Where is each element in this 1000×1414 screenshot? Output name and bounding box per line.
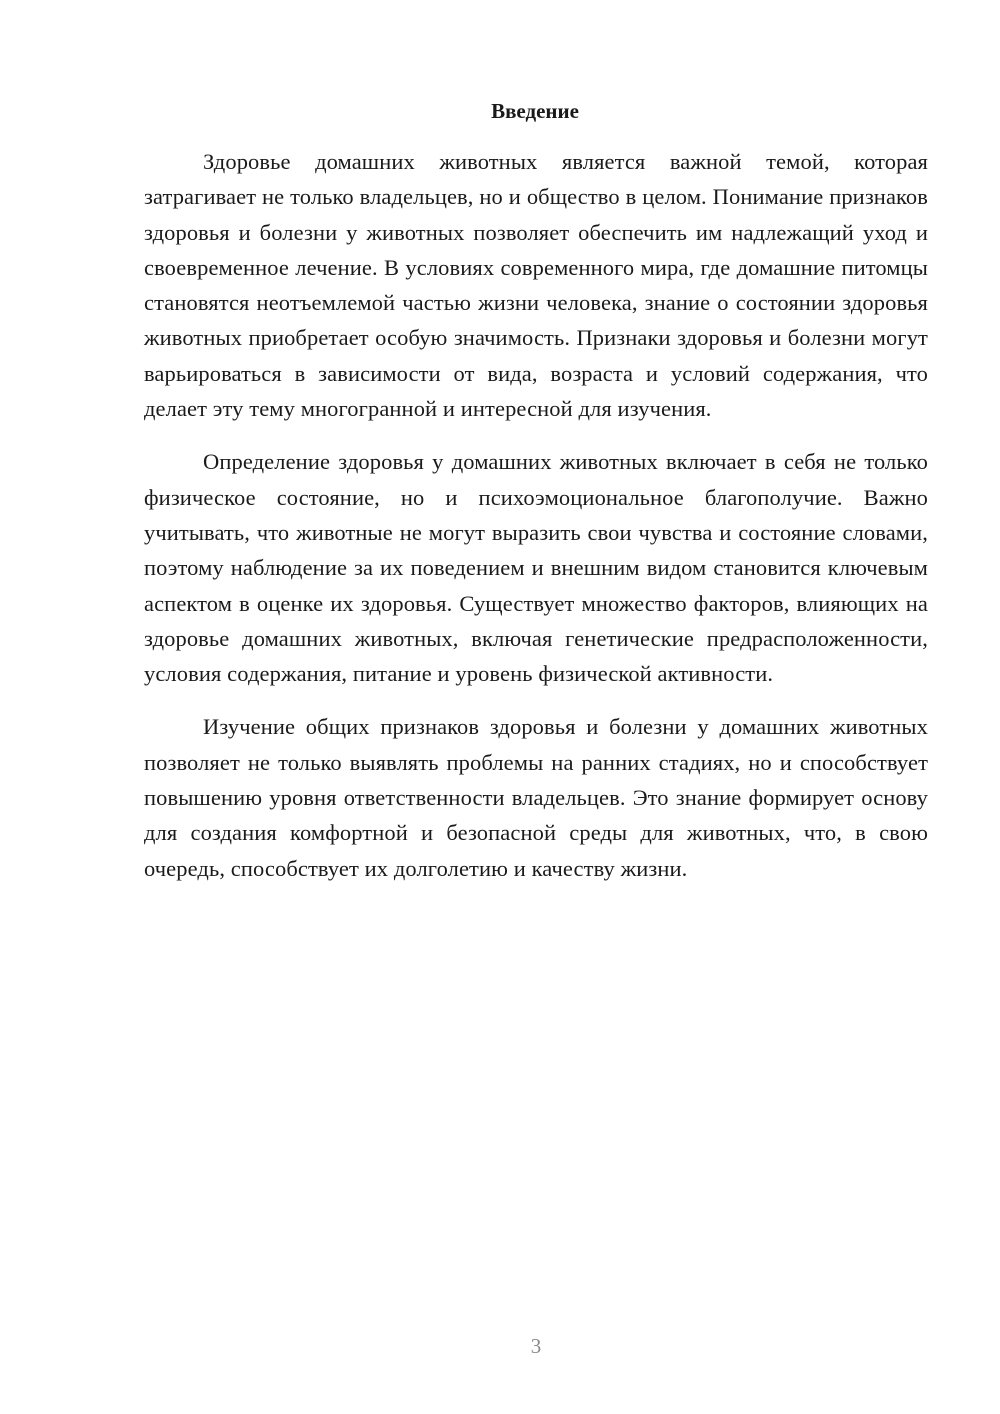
body-text	[144, 144, 928, 886]
paragraph: Определение здоровья у домашних животных включает в себя не только физическое состояние, но и психоэмоциональное благополучие. Важно учитывать, что животные не могут выразить свои чувства и состояние словами, поэтому наблюдение за их поведением и внешним видом становится ключевым аспектом в оценке их здоровья. Существует множество факторов, влияющих на здоровье домашних животных, включая генетические предрасположенности, условия содержания, питание и уровень физической активности.	[144, 449, 928, 687]
paragraph: Изучение общих признаков здоровья и болезни у домашних животных позволяет не только выявлять проблемы на ранних стадиях, но и способствует повышению уровня ответственности владельцев. Это знание формирует основу для создания комфортной и безопасной среды для животных, что, в свою очередь, способствует их долголетию и качеству жизни.	[144, 714, 928, 881]
page-number: 3	[530, 1334, 542, 1358]
section-heading: Введение	[491, 99, 579, 123]
paragraph: Здоровье домашних животных является важной темой, которая затрагивает не только владельцев, но и общество в целом. Понимание признаков здоровья и болезни у животных позволяет обеспечить им надлежащий уход и своевременное лечение. В условиях современного мира, где домашние питомцы становятся неотъемлемой частью жизни человека, знание о состоянии здоровья животных приобретает особую значимость. Признаки здоровья и болезни могут варьироваться в зависимости от вида, возраста и условий содержания, что делает эту тему многогранной и интересной для изучения.	[144, 149, 928, 422]
